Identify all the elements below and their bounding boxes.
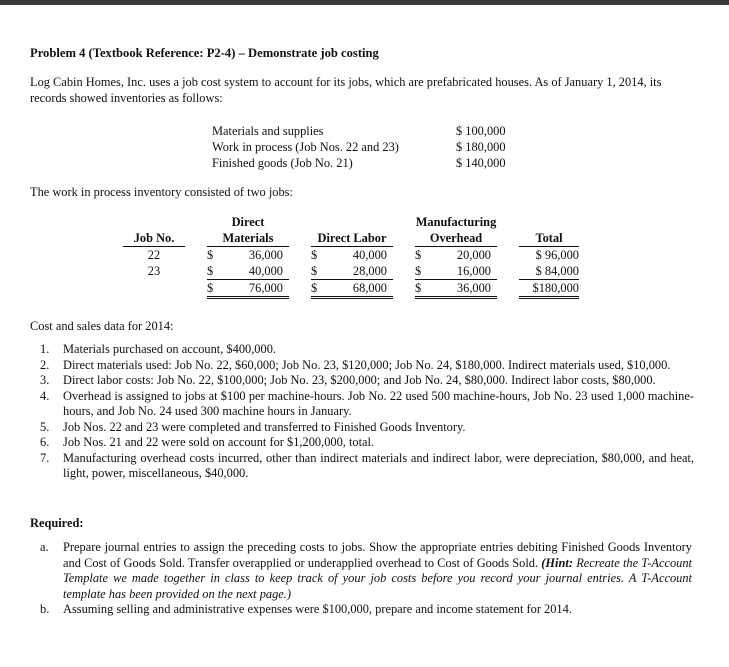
list-item: 3. Direct labor costs: Job No. 22, $100,000; Job No. 23, $200,000; and Job No. 24, $80,000. Indirect labor costs, $80,000.: [40, 373, 656, 387]
table-header: Job No. Materials Direct Labor Overhead Total: [123, 230, 579, 247]
wip-caption: The work in process inventory consisted of two jobs:: [30, 185, 293, 199]
table-row: 22 $ 36,000 $ 40,000 $ 20,000 $ 96,000: [147, 248, 579, 262]
requirement-b: b. Assuming selling and administrative expenses were $100,000, prepare and income statement for 2014.: [40, 602, 572, 616]
inventory-row: Finished goods (Job No. 21) $ 140,000: [212, 156, 506, 170]
list-item: 6. Job Nos. 21 and 22 were sold on account for $1,200,000, total.: [40, 435, 375, 449]
cost-caption: Cost and sales data for 2014:: [30, 319, 174, 333]
list-item: 4. Overhead is assigned to jobs at $100 per machine-hours. Job No. 22 used 500 machine-hours, Job No. 23 used 1,000 machine-hours, and Job No. 24 used 300 machine hours in January.: [40, 388, 694, 418]
inventory-list: [212, 123, 506, 171]
hint-label: (Hint:: [541, 555, 573, 570]
inventory-row: Work in process (Job Nos. 22 and 23) $ 180,000: [212, 140, 506, 154]
list-item: 2. Direct materials used: Job No. 22, $60,000; Job No. 23, $120,000; Job No. 24, $180,000. Indirect materials used, $10,000.: [40, 357, 671, 372]
problem-title: Problem 4 (Textbook Reference: P2-4) – Demonstrate job costing: [30, 46, 379, 60]
table-header-top: Direct Manufacturing: [231, 215, 497, 229]
list-item: 5. Job Nos. 22 and 23 were completed and transferred to Finished Goods Inventory.: [40, 419, 466, 434]
table-row: 23 $ 40,000 $ 28,000 $ 16,000 $ 84,000: [147, 264, 579, 279]
intro-paragraph: Log Cabin Homes, Inc. uses a job cost system to account for its jobs, which are prefabricated houses. As of January 1, 2014, its records showed inventories as follows:: [30, 75, 662, 105]
top-border: [0, 0, 729, 5]
cost-item-list: [30, 342, 694, 482]
list-item: 1. Materials purchased on account, $400,000.: [40, 342, 276, 356]
table-total-row: $ 76,000 $ 68,000 $ 36,000 $180,000: [123, 280, 579, 298]
requirement-a: a. Prepare journal entries to assign the preceding costs to jobs. Show the appropriate entries debiting Finished Goods Inventory and Cost of Goods Sold. Transfer overapplied or underapplied overhead to Cost of Goods Sold. (Hint: Recreate the T-Account Template we made together in class to keep track of your job costs before you record your journal entries. A T-Account template has been provided on the next page.): [40, 540, 692, 601]
required-heading: Required:: [30, 516, 84, 530]
requirement-list: [30, 540, 692, 618]
inventory-row: Materials and supplies $ 100,000: [212, 124, 506, 138]
problem-document: [30, 46, 700, 616]
list-item: 7. Manufacturing overhead costs incurred, other than indirect materials and indirect labor, were depreciation, $80,000, and heat, light, power, miscellaneous, $40,000.: [40, 450, 694, 480]
wip-table: [123, 214, 579, 299]
hint-text: Recreate the T-Account Template we made together in class to keep track of your job costs before you record your journal entries. A T-Account template has been provided on the next page.): [63, 555, 692, 601]
